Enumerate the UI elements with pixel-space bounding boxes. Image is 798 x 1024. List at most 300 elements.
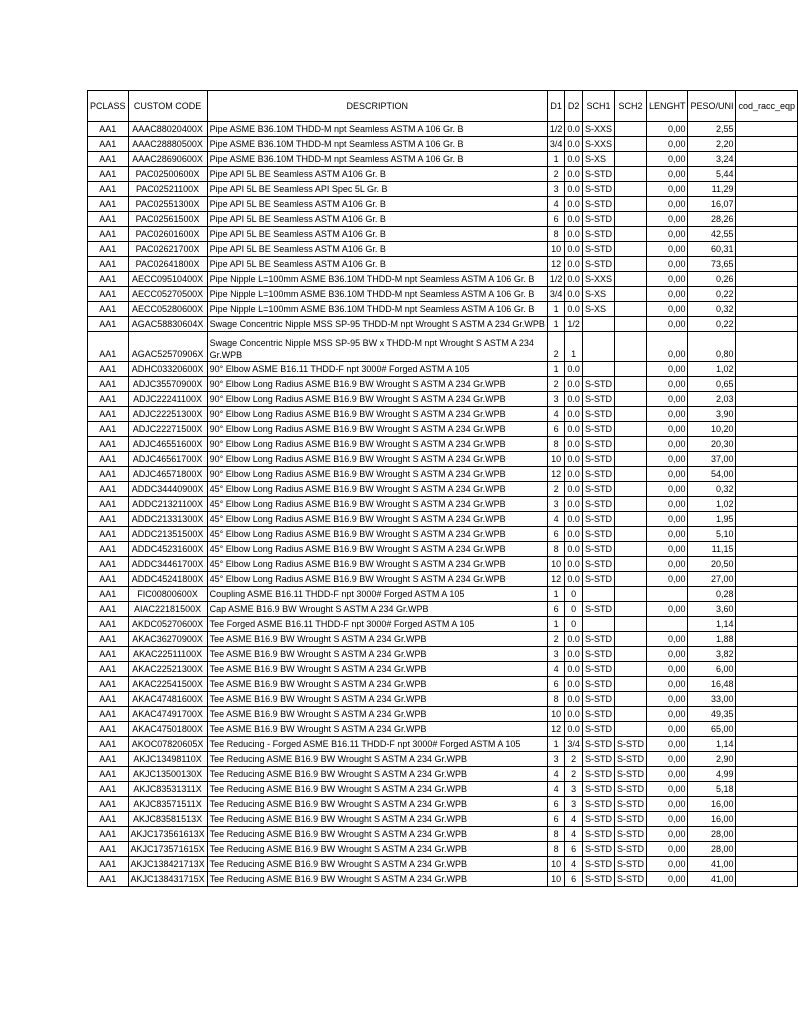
cell-custom-code: ADDC45241800X (128, 572, 207, 587)
table-row (88, 467, 798, 482)
table-row (88, 542, 798, 557)
cell-d1: 6 (547, 797, 565, 812)
cell-peso-uni: 0,32 (688, 302, 736, 317)
cell-sch2 (614, 122, 646, 137)
cell-custom-code: PAC02601600X (128, 227, 207, 242)
cell-d1: 8 (547, 437, 565, 452)
cell-d2: 4 (565, 827, 583, 842)
table-row (88, 452, 798, 467)
cell-custom-code: AKAC47491700X (128, 707, 207, 722)
cell-custom-code: PAC02561500X (128, 212, 207, 227)
header-sch2: SCH2 (614, 91, 646, 122)
cell-d1: 2 (547, 632, 565, 647)
cell-description: Pipe API 5L BE Seamless ASTM A106 Gr. B (207, 227, 547, 242)
cell-sch2 (614, 542, 646, 557)
cell-sch2 (614, 662, 646, 677)
cell-peso-uni: 6,00 (688, 662, 736, 677)
cell-sch1: S-STD (582, 437, 614, 452)
cell-d1: 10 (547, 857, 565, 872)
cell-length: 0,00 (646, 647, 688, 662)
table-row (88, 557, 798, 572)
table-row (88, 182, 798, 197)
table-row (88, 287, 798, 302)
cell-d1: 1 (547, 152, 565, 167)
cell-d2: 0.0 (565, 707, 583, 722)
piping-class-table (87, 90, 798, 887)
table-row (88, 692, 798, 707)
cell-sch1: S-STD (582, 662, 614, 677)
cell-d1: 2 (547, 167, 565, 182)
header-d2: D2 (565, 91, 583, 122)
cell-length: 0,00 (646, 737, 688, 752)
cell-peso-uni: 3,24 (688, 152, 736, 167)
cell-d2: 4 (565, 857, 583, 872)
cell-custom-code: AKJC83571511X (128, 797, 207, 812)
cell-cod-racc-eqp (736, 572, 798, 587)
cell-sch2 (614, 692, 646, 707)
cell-description: Tee Reducing ASME B16.9 BW Wrought S ASTM A 234 Gr.WPB (207, 827, 547, 842)
cell-description: 45° Elbow Long Radius ASME B16.9 BW Wrought S ASTM A 234 Gr.WPB (207, 482, 547, 497)
cell-length: 0,00 (646, 257, 688, 272)
table-row (88, 872, 798, 887)
cell-d1: 8 (547, 692, 565, 707)
cell-custom-code: AKJC138421713X (128, 857, 207, 872)
cell-d2: 0.0 (565, 497, 583, 512)
cell-cod-racc-eqp (736, 812, 798, 827)
cell-d2: 0.0 (565, 422, 583, 437)
cell-custom-code: AGAC58830604X (128, 317, 207, 332)
cell-d2: 0 (565, 602, 583, 617)
cell-d2: 0.0 (565, 182, 583, 197)
table-row (88, 527, 798, 542)
cell-custom-code: PAC02521100X (128, 182, 207, 197)
header-description: DESCRIPTION (207, 91, 547, 122)
cell-cod-racc-eqp (736, 482, 798, 497)
cell-custom-code: AECC05270500X (128, 287, 207, 302)
cell-length: 0,00 (646, 842, 688, 857)
cell-peso-uni: 10,20 (688, 422, 736, 437)
cell-d1: 6 (547, 527, 565, 542)
cell-cod-racc-eqp (736, 242, 798, 257)
cell-d2: 0.0 (565, 152, 583, 167)
cell-custom-code: ADJC46561700X (128, 452, 207, 467)
cell-sch1: S-XXS (582, 272, 614, 287)
cell-sch1: S-STD (582, 782, 614, 797)
cell-cod-racc-eqp (736, 227, 798, 242)
cell-sch2 (614, 227, 646, 242)
cell-d2: 6 (565, 872, 583, 887)
cell-length: 0,00 (646, 467, 688, 482)
cell-d2: 0.0 (565, 662, 583, 677)
cell-length: 0,00 (646, 272, 688, 287)
cell-cod-racc-eqp (736, 122, 798, 137)
cell-sch1: S-STD (582, 647, 614, 662)
cell-custom-code: ADJC22251300X (128, 407, 207, 422)
cell-d2: 6 (565, 842, 583, 857)
cell-sch2 (614, 677, 646, 692)
cell-peso-uni: 2,03 (688, 392, 736, 407)
cell-length: 0,00 (646, 302, 688, 317)
cell-sch1 (582, 362, 614, 377)
table-row (88, 272, 798, 287)
cell-peso-uni: 1,14 (688, 617, 736, 632)
cell-d2: 0.0 (565, 467, 583, 482)
cell-cod-racc-eqp (736, 737, 798, 752)
cell-length: 0,00 (646, 137, 688, 152)
cell-sch2 (614, 452, 646, 467)
cell-cod-racc-eqp (736, 362, 798, 377)
table-row (88, 242, 798, 257)
cell-sch2 (614, 527, 646, 542)
cell-pclass: AA1 (88, 842, 129, 857)
table-row (88, 227, 798, 242)
cell-d1: 10 (547, 557, 565, 572)
cell-length: 0,00 (646, 437, 688, 452)
cell-d1: 4 (547, 767, 565, 782)
cell-sch2 (614, 167, 646, 182)
cell-length: 0,00 (646, 542, 688, 557)
cell-description: 90° Elbow Long Radius ASME B16.9 BW Wrought S ASTM A 234 Gr.WPB (207, 377, 547, 392)
cell-cod-racc-eqp (736, 167, 798, 182)
cell-d2: 3 (565, 797, 583, 812)
cell-custom-code: PAC02621700X (128, 242, 207, 257)
cell-d2: 0.0 (565, 287, 583, 302)
cell-pclass: AA1 (88, 857, 129, 872)
table-row (88, 677, 798, 692)
cell-pclass: AA1 (88, 812, 129, 827)
cell-d1: 3/4 (547, 287, 565, 302)
cell-cod-racc-eqp (736, 782, 798, 797)
cell-peso-uni: 0,22 (688, 317, 736, 332)
cell-peso-uni: 37,00 (688, 452, 736, 467)
cell-sch1: S-XXS (582, 137, 614, 152)
cell-d1: 4 (547, 662, 565, 677)
cell-peso-uni: 28,00 (688, 842, 736, 857)
cell-peso-uni: 5,44 (688, 167, 736, 182)
table-row (88, 122, 798, 137)
table-row (88, 602, 798, 617)
cell-pclass: AA1 (88, 722, 129, 737)
cell-sch2 (614, 137, 646, 152)
cell-sch2 (614, 257, 646, 272)
cell-cod-racc-eqp (736, 197, 798, 212)
cell-sch2 (614, 437, 646, 452)
cell-cod-racc-eqp (736, 512, 798, 527)
table-row (88, 737, 798, 752)
cell-sch1: S-STD (582, 167, 614, 182)
cell-pclass: AA1 (88, 182, 129, 197)
cell-description: Pipe Nipple L=100mm ASME B36.10M THDD-M npt Seamless ASTM A 106 Gr. B (207, 287, 547, 302)
cell-d2: 0.0 (565, 512, 583, 527)
cell-length: 0,00 (646, 557, 688, 572)
cell-custom-code: AAAC28880500X (128, 137, 207, 152)
cell-peso-uni: 11,29 (688, 182, 736, 197)
cell-sch1 (582, 332, 614, 362)
cell-custom-code: ADJC35570900X (128, 377, 207, 392)
cell-sch1: S-STD (582, 257, 614, 272)
cell-d1: 8 (547, 227, 565, 242)
cell-sch1: S-STD (582, 242, 614, 257)
header-custom-code: CUSTOM CODE (128, 91, 207, 122)
cell-peso-uni: 42,55 (688, 227, 736, 242)
table-row (88, 317, 798, 332)
cell-custom-code: AIAC22181500X (128, 602, 207, 617)
cell-length: 0,00 (646, 422, 688, 437)
table-row (88, 212, 798, 227)
cell-sch2 (614, 182, 646, 197)
cell-length: 0,00 (646, 692, 688, 707)
cell-d1: 3 (547, 182, 565, 197)
cell-peso-uni: 16,00 (688, 797, 736, 812)
cell-peso-uni: 0,32 (688, 482, 736, 497)
cell-description: Tee ASME B16.9 BW Wrought S ASTM A 234 Gr.WPB (207, 677, 547, 692)
cell-pclass: AA1 (88, 587, 129, 602)
cell-peso-uni: 0,28 (688, 587, 736, 602)
cell-pclass: AA1 (88, 557, 129, 572)
cell-peso-uni: 4,99 (688, 767, 736, 782)
cell-custom-code: AECC09510400X (128, 272, 207, 287)
cell-sch1: S-STD (582, 392, 614, 407)
cell-description: Coupling ASME B16.11 THDD-F npt 3000# Forged ASTM A 105 (207, 587, 547, 602)
cell-cod-racc-eqp (736, 842, 798, 857)
cell-custom-code: AKJC173561613X (128, 827, 207, 842)
cell-sch1 (582, 587, 614, 602)
cell-description: Tee ASME B16.9 BW Wrought S ASTM A 234 Gr.WPB (207, 707, 547, 722)
cell-sch1: S-STD (582, 842, 614, 857)
header-peso-uni: PESO/UNI (688, 91, 736, 122)
cell-cod-racc-eqp (736, 332, 798, 362)
cell-d1: 2 (547, 332, 565, 362)
cell-custom-code: AAAC28690600X (128, 152, 207, 167)
cell-length: 0,00 (646, 452, 688, 467)
cell-d1: 12 (547, 572, 565, 587)
cell-description: Tee Reducing ASME B16.9 BW Wrought S ASTM A 234 Gr.WPB (207, 752, 547, 767)
cell-cod-racc-eqp (736, 182, 798, 197)
table-row (88, 707, 798, 722)
cell-pclass: AA1 (88, 542, 129, 557)
cell-peso-uni: 16,00 (688, 812, 736, 827)
cell-d1: 10 (547, 452, 565, 467)
cell-custom-code: AKJC173571615X (128, 842, 207, 857)
cell-sch2 (614, 152, 646, 167)
cell-cod-racc-eqp (736, 152, 798, 167)
cell-pclass: AA1 (88, 212, 129, 227)
table-row (88, 152, 798, 167)
cell-pclass: AA1 (88, 317, 129, 332)
cell-custom-code: AKAC22521300X (128, 662, 207, 677)
cell-sch2: S-STD (614, 752, 646, 767)
cell-peso-uni: 54,00 (688, 467, 736, 482)
cell-length: 0,00 (646, 752, 688, 767)
table-row (88, 662, 798, 677)
cell-pclass: AA1 (88, 452, 129, 467)
cell-description: Pipe API 5L BE Seamless ASTM A106 Gr. B (207, 242, 547, 257)
cell-custom-code: AKAC22511100X (128, 647, 207, 662)
cell-pclass: AA1 (88, 497, 129, 512)
cell-custom-code: AKJC83531311X (128, 782, 207, 797)
table-row (88, 377, 798, 392)
cell-d1: 1 (547, 587, 565, 602)
cell-length: 0,00 (646, 122, 688, 137)
cell-description: 45° Elbow Long Radius ASME B16.9 BW Wrought S ASTM A 234 Gr.WPB (207, 512, 547, 527)
cell-d2: 0.0 (565, 527, 583, 542)
cell-custom-code: AKDC05270600X (128, 617, 207, 632)
cell-d1: 8 (547, 842, 565, 857)
cell-peso-uni: 1,14 (688, 737, 736, 752)
cell-cod-racc-eqp (736, 467, 798, 482)
cell-pclass: AA1 (88, 617, 129, 632)
cell-cod-racc-eqp (736, 212, 798, 227)
cell-length: 0,00 (646, 602, 688, 617)
cell-pclass: AA1 (88, 242, 129, 257)
cell-d1: 1 (547, 617, 565, 632)
cell-d1: 1 (547, 302, 565, 317)
cell-pclass: AA1 (88, 677, 129, 692)
cell-peso-uni: 28,26 (688, 212, 736, 227)
cell-peso-uni: 3,90 (688, 407, 736, 422)
cell-peso-uni: 33,00 (688, 692, 736, 707)
cell-length: 0,00 (646, 197, 688, 212)
cell-d1: 6 (547, 422, 565, 437)
cell-custom-code: AKAC47501800X (128, 722, 207, 737)
cell-sch1: S-STD (582, 572, 614, 587)
cell-d2: 0.0 (565, 272, 583, 287)
cell-peso-uni: 20,30 (688, 437, 736, 452)
cell-peso-uni: 60,31 (688, 242, 736, 257)
cell-cod-racc-eqp (736, 707, 798, 722)
table-row (88, 482, 798, 497)
cell-length: 0,00 (646, 377, 688, 392)
cell-d2: 0 (565, 617, 583, 632)
cell-description: 90° Elbow Long Radius ASME B16.9 BW Wrought S ASTM A 234 Gr.WPB (207, 407, 547, 422)
cell-d1: 8 (547, 827, 565, 842)
cell-cod-racc-eqp (736, 677, 798, 692)
cell-sch1: S-STD (582, 377, 614, 392)
cell-pclass: AA1 (88, 782, 129, 797)
cell-cod-racc-eqp (736, 437, 798, 452)
cell-pclass: AA1 (88, 797, 129, 812)
cell-sch2: S-STD (614, 842, 646, 857)
cell-peso-uni: 5,18 (688, 782, 736, 797)
cell-custom-code: AKAC22541500X (128, 677, 207, 692)
cell-cod-racc-eqp (736, 797, 798, 812)
cell-sch1: S-STD (582, 812, 614, 827)
cell-peso-uni: 0,65 (688, 377, 736, 392)
cell-description: Tee Reducing ASME B16.9 BW Wrought S ASTM A 234 Gr.WPB (207, 812, 547, 827)
cell-d2: 0.0 (565, 227, 583, 242)
cell-d2: 0.0 (565, 242, 583, 257)
cell-peso-uni: 5,10 (688, 527, 736, 542)
cell-pclass: AA1 (88, 257, 129, 272)
cell-d1: 1 (547, 317, 565, 332)
header-pclass: PCLASS (88, 91, 129, 122)
cell-length: 0,00 (646, 857, 688, 872)
cell-sch1: S-STD (582, 227, 614, 242)
cell-cod-racc-eqp (736, 542, 798, 557)
cell-custom-code: ADJC46571800X (128, 467, 207, 482)
cell-length: 0,00 (646, 287, 688, 302)
cell-custom-code: ADJC46551600X (128, 437, 207, 452)
cell-length: 0,00 (646, 152, 688, 167)
cell-sch2: S-STD (614, 857, 646, 872)
cell-pclass: AA1 (88, 632, 129, 647)
cell-pclass: AA1 (88, 872, 129, 887)
cell-pclass: AA1 (88, 272, 129, 287)
cell-sch2 (614, 392, 646, 407)
table-row (88, 392, 798, 407)
cell-description: 90° Elbow Long Radius ASME B16.9 BW Wrought S ASTM A 234 Gr.WPB (207, 467, 547, 482)
cell-pclass: AA1 (88, 752, 129, 767)
cell-sch1: S-XS (582, 152, 614, 167)
cell-cod-racc-eqp (736, 257, 798, 272)
cell-d1: 6 (547, 677, 565, 692)
cell-description: Pipe API 5L BE Seamless ASTM A106 Gr. B (207, 197, 547, 212)
cell-cod-racc-eqp (736, 857, 798, 872)
cell-cod-racc-eqp (736, 662, 798, 677)
cell-sch1: S-STD (582, 557, 614, 572)
cell-description: 45° Elbow Long Radius ASME B16.9 BW Wrought S ASTM A 234 Gr.WPB (207, 557, 547, 572)
cell-peso-uni: 27,00 (688, 572, 736, 587)
cell-sch2 (614, 707, 646, 722)
header-d1: D1 (547, 91, 565, 122)
cell-peso-uni: 3,60 (688, 602, 736, 617)
cell-sch2 (614, 332, 646, 362)
cell-d1: 6 (547, 812, 565, 827)
cell-cod-racc-eqp (736, 272, 798, 287)
cell-sch2: S-STD (614, 797, 646, 812)
cell-sch1: S-XS (582, 287, 614, 302)
cell-sch2 (614, 242, 646, 257)
cell-custom-code: PAC02641800X (128, 257, 207, 272)
header-row (88, 91, 798, 122)
cell-description: Tee Reducing ASME B16.9 BW Wrought S ASTM A 234 Gr.WPB (207, 782, 547, 797)
cell-d2: 4 (565, 812, 583, 827)
cell-description: Tee ASME B16.9 BW Wrought S ASTM A 234 Gr.WPB (207, 647, 547, 662)
cell-length: 0,00 (646, 812, 688, 827)
cell-description: Pipe ASME B36.10M THDD-M npt Seamless ASTM A 106 Gr. B (207, 152, 547, 167)
cell-sch2 (614, 602, 646, 617)
cell-custom-code: AKAC36270900X (128, 632, 207, 647)
cell-d2: 2 (565, 767, 583, 782)
cell-sch1: S-STD (582, 482, 614, 497)
cell-pclass: AA1 (88, 392, 129, 407)
cell-pclass: AA1 (88, 572, 129, 587)
cell-peso-uni: 16,48 (688, 677, 736, 692)
cell-d2: 0.0 (565, 692, 583, 707)
cell-d1: 2 (547, 377, 565, 392)
cell-description: 90° Elbow Long Radius ASME B16.9 BW Wrought S ASTM A 234 Gr.WPB (207, 392, 547, 407)
cell-d2: 0.0 (565, 167, 583, 182)
cell-pclass: AA1 (88, 662, 129, 677)
cell-description: 90° Elbow Long Radius ASME B16.9 BW Wrought S ASTM A 234 Gr.WPB (207, 422, 547, 437)
cell-peso-uni: 1,02 (688, 497, 736, 512)
cell-length: 0,00 (646, 872, 688, 887)
cell-sch2 (614, 362, 646, 377)
cell-sch2 (614, 467, 646, 482)
cell-d2: 0.0 (565, 677, 583, 692)
cell-pclass: AA1 (88, 437, 129, 452)
cell-length: 0,00 (646, 512, 688, 527)
table-row (88, 302, 798, 317)
cell-sch2 (614, 482, 646, 497)
cell-pclass: AA1 (88, 527, 129, 542)
cell-custom-code: ADDC21331300X (128, 512, 207, 527)
cell-peso-uni: 2,55 (688, 122, 736, 137)
cell-cod-racc-eqp (736, 632, 798, 647)
cell-custom-code: AKOC07820605X (128, 737, 207, 752)
table-row (88, 812, 798, 827)
header-sch1: SCH1 (582, 91, 614, 122)
